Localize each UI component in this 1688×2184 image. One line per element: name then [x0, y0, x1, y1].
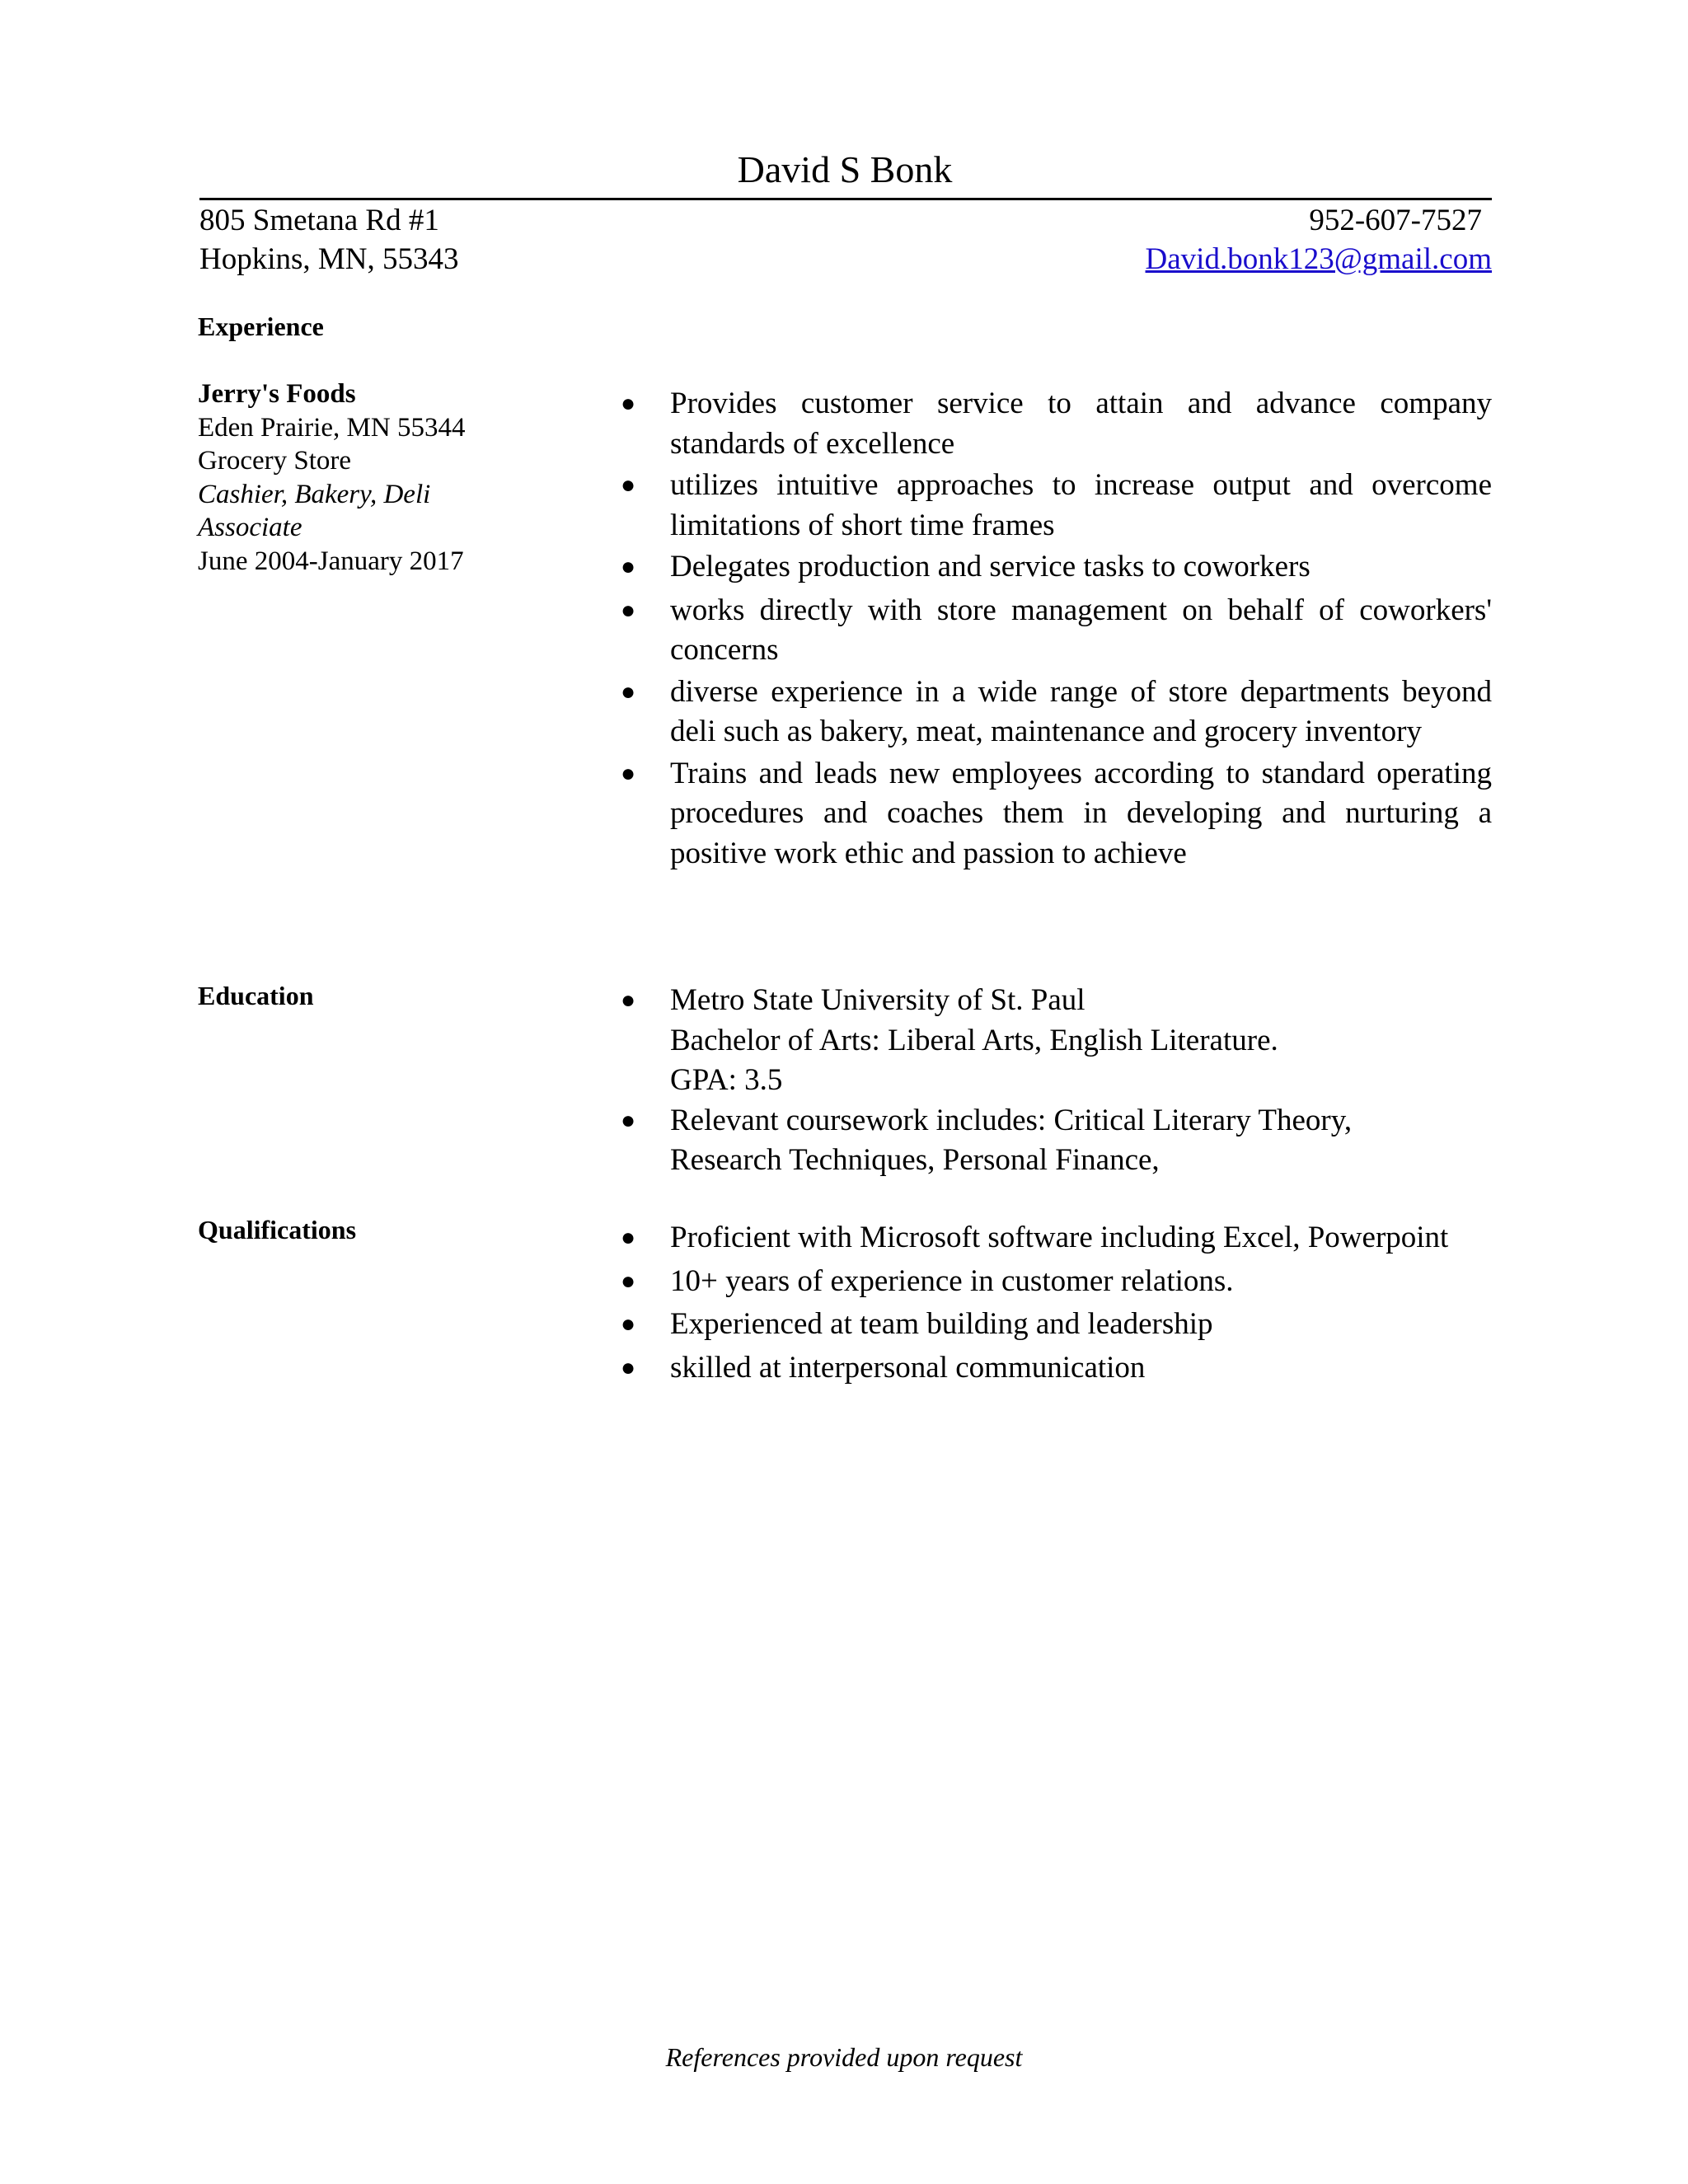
- gpa: GPA: 3.5: [670, 1063, 783, 1097]
- list-item: [614, 1305, 1492, 1345]
- contact-block: [1146, 201, 1492, 279]
- job-role-line-2: Associate: [198, 513, 302, 542]
- job-role-line-1: Cashier, Bakery, Deli: [198, 479, 431, 509]
- address-line-1: 805 Smetana Rd #1: [199, 204, 439, 237]
- coursework-line-1: Relevant coursework includes: Critical Literary Theory,: [670, 1103, 1353, 1137]
- list-item: [614, 1348, 1492, 1389]
- list-item: [614, 591, 1492, 671]
- bullet-icon: ●: [621, 471, 636, 499]
- list-item: [614, 1262, 1492, 1302]
- email-link[interactable]: David.bonk123@gmail.com: [1145, 242, 1492, 276]
- list-item: [614, 466, 1492, 546]
- bullet-icon: ●: [621, 596, 636, 624]
- address-block: [199, 201, 459, 279]
- experience-bullets: [614, 384, 1492, 875]
- company-name: Jerry's Foods: [198, 379, 356, 409]
- qualifications-bullets: [614, 1218, 1492, 1388]
- experience-bullet-5: diverse experience in a wide range of store departments beyond deli such as bakery, meat, maintenance and grocery inventory: [670, 674, 1492, 748]
- coursework-line-2: Research Techniques, Personal Finance,: [670, 1143, 1160, 1177]
- job-location: Eden Prairie, MN 55344: [198, 412, 466, 443]
- bullet-icon: ●: [621, 390, 636, 417]
- bullet-icon: ●: [621, 677, 636, 705]
- experience-bullet-3: Delegates production and service tasks to coworkers: [670, 550, 1311, 583]
- bullet-icon: ●: [621, 1106, 636, 1134]
- bullet-icon: ●: [621, 553, 636, 580]
- qualification-1: Proficient with Microsoft software including Excel, Powerpoint: [670, 1221, 1449, 1254]
- experience-bullet-1: Provides customer service to attain and advance company standards of excellence: [670, 387, 1492, 461]
- qualification-4: skilled at interpersonal communication: [670, 1350, 1146, 1385]
- phone-number: 952-607-7527: [1309, 204, 1482, 237]
- bullet-icon: ●: [621, 1310, 636, 1338]
- bullet-icon: ●: [621, 1353, 636, 1381]
- business-type: Grocery Store: [198, 446, 352, 476]
- bullet-icon: ●: [621, 1267, 636, 1295]
- qualification-2: 10+ years of experience in customer relations.: [670, 1263, 1234, 1298]
- education-heading: Education: [198, 981, 314, 1010]
- bullet-icon: ●: [621, 1224, 636, 1251]
- bullet-icon: ●: [621, 987, 636, 1014]
- experience-heading: Experience: [198, 312, 324, 341]
- education-bullets: [614, 981, 1492, 1181]
- qualifications-heading: Qualifications: [198, 1215, 357, 1244]
- list-item: [614, 981, 1492, 1101]
- list-item: [614, 1101, 1492, 1181]
- list-item: [614, 673, 1492, 752]
- school-name: Metro State University of St. Paul: [670, 983, 1085, 1017]
- candidate-name: David S Bonk: [737, 148, 953, 190]
- header-divider: [199, 198, 1492, 200]
- job-dates: June 2004-January 2017: [198, 546, 464, 576]
- list-item: [614, 1218, 1492, 1258]
- list-item: [614, 754, 1492, 874]
- bullet-icon: ●: [621, 759, 636, 787]
- degree: Bachelor of Arts: Liberal Arts, English Literature.: [670, 1023, 1278, 1057]
- experience-bullet-6: Trains and leads new employees according to standard operating procedures and coaches them in developing and nurturing a positive work ethic and passion to achieve: [670, 756, 1492, 870]
- list-item: [614, 547, 1492, 588]
- experience-bullet-4: works directly with store management on behalf of coworkers' concerns: [670, 593, 1492, 667]
- references-note: References provided upon request: [665, 2042, 1023, 2072]
- job-details: [198, 377, 544, 578]
- address-line-2: Hopkins, MN, 55343: [199, 242, 459, 276]
- qualification-3: Experienced at team building and leadership: [670, 1307, 1213, 1341]
- list-item: [614, 384, 1492, 464]
- experience-bullet-2: utilizes intuitive approaches to increase output and overcome limitations of short time frames: [670, 468, 1492, 542]
